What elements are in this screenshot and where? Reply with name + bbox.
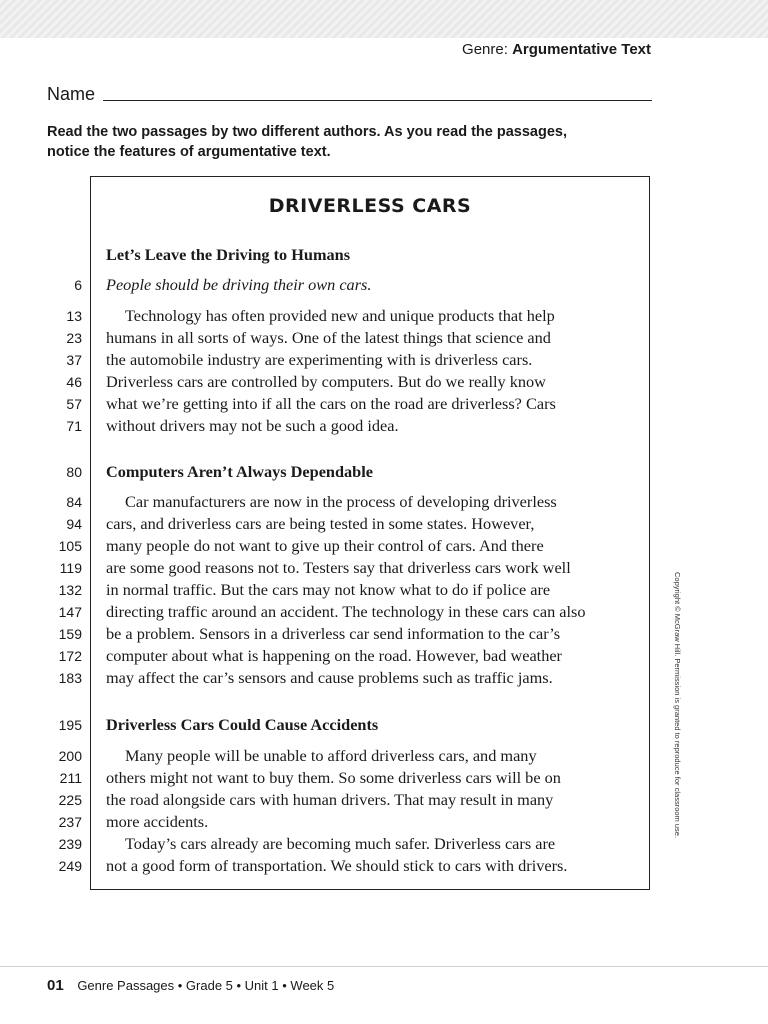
passage-line: be a problem. Sensors in a driverless car send information to the car’s (106, 624, 561, 643)
line-number: 105 (58, 538, 82, 554)
passage-line: without drivers may not be such a good idea. (106, 416, 399, 435)
passage-title: DRIVERLESS CARS (268, 195, 472, 217)
passage-line: Technology has often provided new and unique products that help (125, 306, 555, 325)
genre-label (462, 41, 651, 58)
line-number: 172 (58, 648, 82, 664)
line-number: 239 (58, 836, 82, 852)
line-number: 159 (58, 626, 82, 642)
line-number: 13 (66, 308, 82, 324)
passage-line: many people do not want to give up their control of cars. And there (106, 536, 544, 555)
section-heading: Driverless Cars Could Cause Accidents (106, 715, 379, 734)
line-number: 200 (58, 748, 82, 764)
line-number: 23 (66, 330, 82, 346)
genre-value: Argumentative Text (512, 41, 651, 58)
line-number: 119 (59, 560, 82, 576)
line-number: 147 (58, 604, 82, 620)
passage-line: others might not want to buy them. So some driverless cars will be on (106, 768, 561, 787)
line-number: 211 (59, 770, 82, 786)
name-label: Name (47, 84, 96, 104)
line-number: 37 (66, 352, 82, 368)
passage-line: Today’s cars already are becoming much safer. Driverless cars are (125, 834, 556, 853)
line-number: 6 (74, 277, 82, 293)
instructions: Read the two passages by two different authors. As you read the passages, notice the features of argumentative text. (47, 124, 567, 160)
header-band (0, 0, 768, 38)
passage-line: People should be driving their own cars. (106, 275, 372, 294)
footer (47, 977, 334, 994)
line-number: 225 (58, 792, 82, 808)
passage-line: directing traffic around an accident. The technology in these cars can also (106, 602, 586, 621)
page-number: 01 (47, 977, 64, 994)
name-line[interactable] (103, 100, 652, 101)
passage-line: the automobile industry are experimenting with is driverless cars. (106, 350, 533, 369)
line-number: 94 (66, 516, 82, 532)
line-number: 237 (58, 814, 82, 830)
footer-text: Genre Passages • Grade 5 • Unit 1 • Week 5 (77, 978, 335, 993)
passage-line: humans in all sorts of ways. One of the latest things that science and (106, 328, 551, 347)
section-heading: Computers Aren’t Always Dependable (106, 462, 373, 481)
passage-line: cars, and driverless cars are being tested in some states. However, (106, 514, 535, 533)
passage-line: are some good reasons not to. Testers say that driverless cars work well (106, 558, 571, 577)
line-number: 84 (66, 494, 82, 510)
copyright-notice: Copyright © McGraw Hill. Permission is granted to reproduce for classroom use. (673, 572, 682, 839)
passage-line: in normal traffic. But the cars may not know what to do if police are (106, 580, 551, 599)
passage-line: computer about what is happening on the road. However, bad weather (106, 646, 562, 665)
line-number: 132 (58, 582, 82, 598)
line-number: 195 (58, 717, 82, 733)
line-number: 183 (58, 670, 82, 686)
name-field[interactable] (47, 84, 652, 106)
passage-line: may affect the car’s sensors and cause problems such as traffic jams. (106, 668, 553, 687)
passage-line: Car manufacturers are now in the process of developing driverless (125, 492, 557, 511)
line-number: 71 (66, 418, 82, 434)
line-number: 249 (58, 858, 82, 874)
passage-line: the road alongside cars with human drivers. That may result in many (106, 790, 554, 809)
passage-line: Many people will be unable to afford driverless cars, and many (125, 746, 537, 765)
passage-line: more accidents. (106, 812, 209, 831)
passage-line: not a good form of transportation. We should stick to cars with drivers. (106, 856, 568, 875)
line-number: 57 (66, 396, 82, 412)
passage-line: Driverless cars are controlled by computers. But do we really know (106, 372, 546, 391)
passage-line: what we’re getting into if all the cars on the road are driverless? Cars (106, 394, 556, 413)
passage-subtitle: Let’s Leave the Driving to Humans (106, 245, 351, 264)
line-number: 80 (66, 464, 82, 480)
footer-divider (0, 966, 768, 967)
genre-prefix: Genre: (462, 41, 508, 58)
line-number: 46 (66, 374, 82, 390)
